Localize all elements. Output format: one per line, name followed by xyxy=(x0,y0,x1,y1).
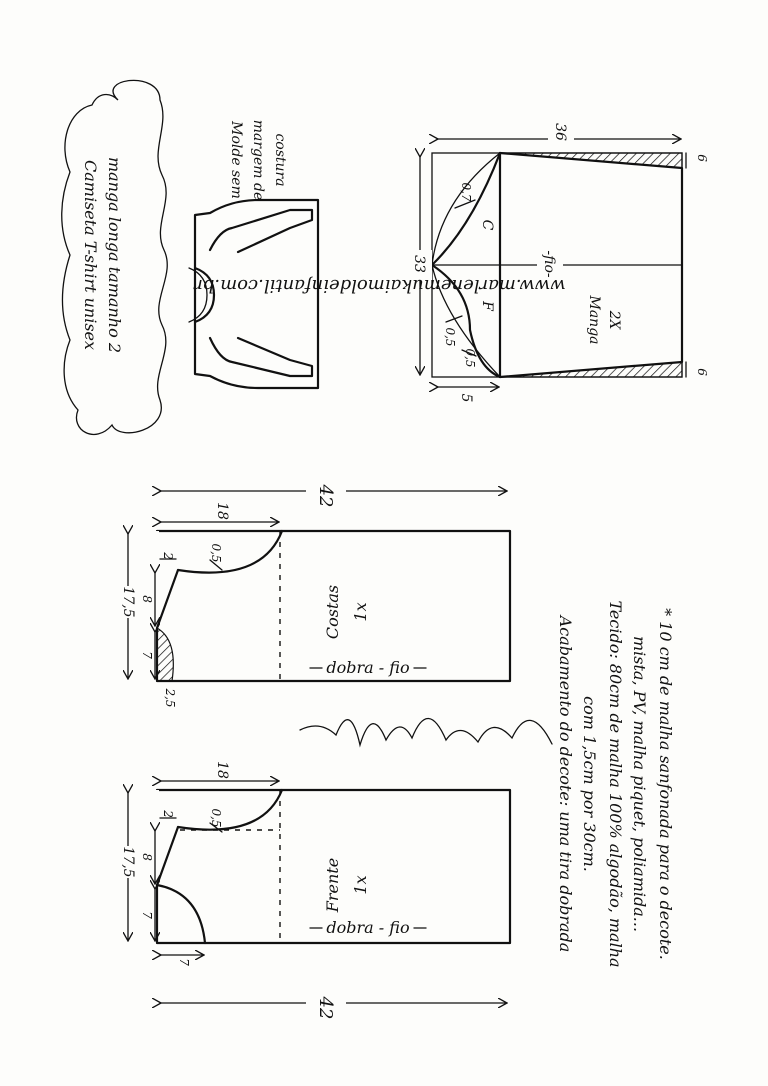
sleeve-width-label: 33 xyxy=(411,255,427,273)
front-piece-label: Frente xyxy=(323,857,342,913)
sleeve-letter-c: C xyxy=(479,219,495,231)
instructions-line-1: Acabamento do decote: uma tira dobrada xyxy=(556,615,575,953)
back-fold-group xyxy=(310,658,426,677)
front-shoulder-line xyxy=(157,827,178,885)
instructions-line-2: com 1,5cm por 30cm. xyxy=(580,696,599,872)
front-7-label: 7 xyxy=(140,911,154,919)
back-neck-hatch xyxy=(157,628,173,681)
front-neck-width-label: 7 xyxy=(177,958,191,966)
tshirt-sleeve-bottom xyxy=(210,338,312,376)
front-top-label: 18 xyxy=(214,761,230,779)
tshirt-sleeve-top xyxy=(210,210,312,252)
sleeve-letter-f: F xyxy=(479,301,495,311)
back-piece-label: Costas xyxy=(323,584,342,640)
back-8-label: 8 xyxy=(140,595,154,603)
note-group xyxy=(228,120,288,201)
front-piece-quantity: 1x xyxy=(351,875,370,895)
sleeve-hatch-bottom xyxy=(500,362,682,377)
front-height-label: 17,5 xyxy=(120,846,136,878)
back-7-label: 7 xyxy=(140,651,154,659)
front-2-label: 2 xyxy=(161,810,175,818)
signature xyxy=(300,718,552,745)
sleeve-front-curve-label: 0,5 xyxy=(443,327,457,347)
note-line-1: Molde sem xyxy=(228,121,244,199)
instructions-line-3: Tecido: 80cm de malha 100% algodão, malha xyxy=(606,600,625,968)
front-neckline xyxy=(157,885,205,943)
sleeve-front-curve2-label: 0,5 xyxy=(463,348,477,368)
sleeve-hem-top-label: 6 xyxy=(695,154,709,162)
sleeve-hem-bottom-label: 6 xyxy=(695,368,709,376)
front-8-label: 8 xyxy=(140,853,154,861)
sleeve-hatch-top xyxy=(500,153,682,168)
front-fold-label: dobra - fio xyxy=(326,918,410,937)
sleeve-back-curve-label: 0,7 xyxy=(459,182,473,202)
note-line-2: margem de xyxy=(250,119,266,201)
note-line-3: costura xyxy=(272,133,288,187)
sleeve-length-label: 36 xyxy=(552,123,568,141)
front-curve-label: 0,5 xyxy=(209,808,223,828)
sleeve-piece-quantity: 2X xyxy=(606,310,622,330)
back-height-label: 17,5 xyxy=(120,586,136,618)
website-url: www.marlenemukaimoldeinfantil.com.br xyxy=(194,275,566,296)
title-line-2: manga longa tamanho 2 xyxy=(105,157,124,353)
sleeve-piece-label: Manga xyxy=(586,295,602,345)
back-fold-label: dobra - fio xyxy=(326,658,410,677)
front-armhole xyxy=(178,790,282,830)
front-width-label: 42 xyxy=(315,996,336,1020)
back-top-label: 18 xyxy=(214,502,230,520)
title-group xyxy=(81,157,124,353)
back-label-group xyxy=(323,585,370,639)
back-2-label: 2 xyxy=(161,552,175,560)
sleeve-cap-height-label: 5 xyxy=(458,393,474,403)
instructions-group xyxy=(556,600,675,967)
back-shoulder-line xyxy=(157,570,178,628)
instructions-line-4: mista, PV, malha piquet, poliamida... xyxy=(630,635,649,933)
back-neck-offset-label: 2,5 xyxy=(163,688,177,708)
sleeve-label-group xyxy=(586,294,622,344)
back-piece-quantity: 1x xyxy=(351,602,370,622)
sleeve-grain-label: -fio- xyxy=(541,250,557,278)
title-line-1: Camiseta T-shirt unisex xyxy=(81,159,100,351)
front-fold-group xyxy=(310,918,426,937)
back-width-label: 42 xyxy=(315,484,336,508)
instructions-line-5: * 10 cm de malha sanfonada para o decote. xyxy=(656,608,675,960)
front-label-group xyxy=(323,858,370,913)
back-armhole xyxy=(178,531,282,573)
back-curve-label: 0,5 xyxy=(209,543,223,563)
